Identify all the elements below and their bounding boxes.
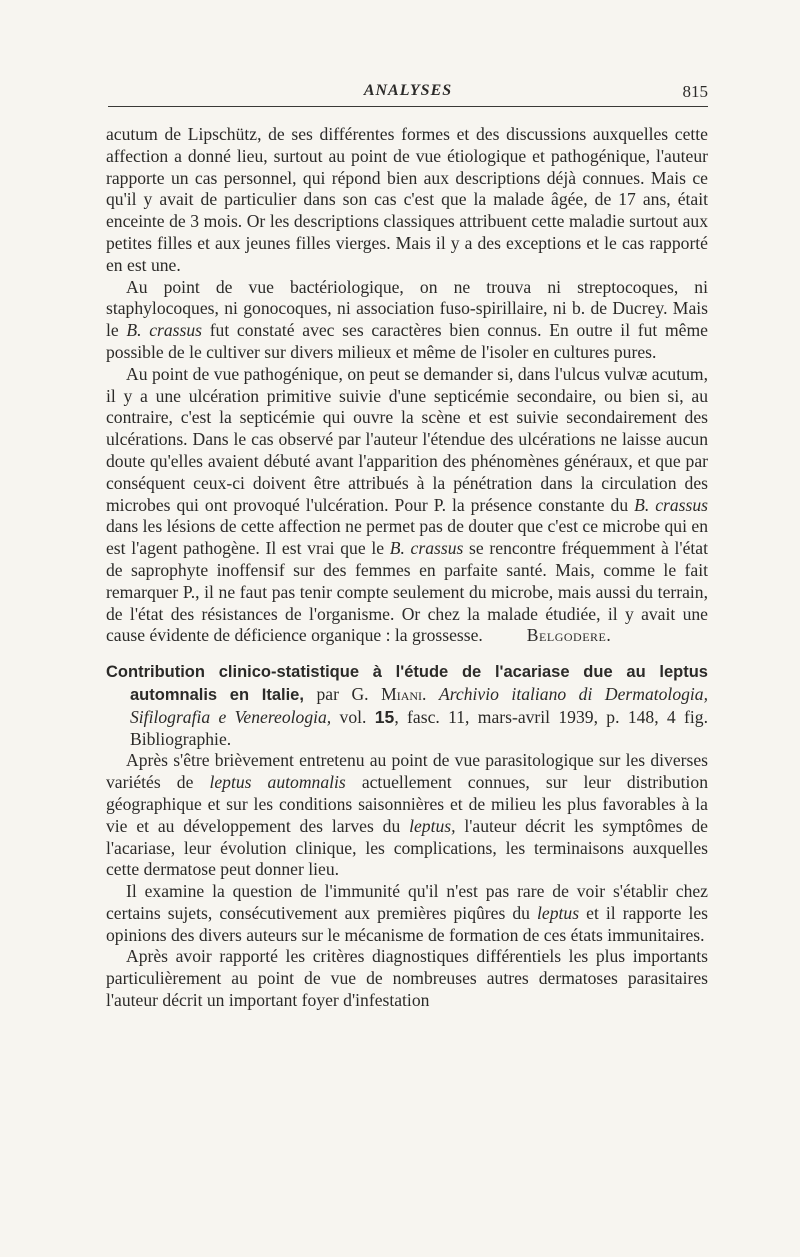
text-run: Après s'être brièvement entretenu au point de vue parasitologique sur les diverses variétés de [106, 750, 708, 793]
page-number: 815 [682, 82, 708, 101]
text-run: par G. [303, 683, 382, 704]
article-heading [106, 661, 708, 750]
text-run: dans les lésions de cette affection ne permet pas de douter que c'est ce microbe qui en est l'agent pathogène. Il est vrai que le [106, 516, 708, 559]
text-run: l'auteur décrit les symptômes de l'acariase, leur évolution clinique, les complications, les terminaisons auxquelles cette dermatose peut donner lieu. [106, 815, 708, 880]
text-run: , fasc. 11, mars-avril 1939, p. 148, 4 fig. Bibliographie. [130, 706, 709, 749]
article-author: Miani. [381, 683, 427, 704]
species-name: B. crassus [634, 494, 708, 515]
text-run: Au point de vue bactériologique, on ne trouva ni streptocoques, ni staphylocoques, ni gonocoques, ni association fuso-spirillaire, ni b. de Ducrey. Mais le [106, 276, 708, 341]
paragraph-2 [106, 277, 708, 364]
body-text [106, 124, 708, 1012]
text-run: fut constaté avec ses caractères bien connus. En outre il fut même possible de le cultiver sur divers milieux et même de l'isoler en cultures pures. [106, 320, 708, 362]
species-name: leptus automnalis [209, 772, 346, 793]
text-run: actuellement connues, sur leur distribution géographique et sur les conditions saisonnières et de milieu les plus favorables à la vie et au développement des larves du [106, 772, 708, 836]
species-name: B. crassus [389, 538, 464, 559]
paragraph-3 [106, 364, 708, 647]
paragraph-6: Après avoir rapporté les critères diagnostiques différentiels les plus importants particulièrement au point de vue de nombreuses autres dermatoses parasitaires l'auteur décrit un important foyer d'infestation [106, 946, 708, 1011]
text-run: vol. [331, 706, 375, 727]
species-name: leptus [537, 902, 580, 923]
running-title: ANALYSES [363, 82, 453, 99]
paragraph-5 [106, 881, 708, 946]
volume-number: 15 [374, 706, 395, 727]
article-title: Contribution clinico-statistique à l'étude de l'acariase due au leptus automnalis en Italie, [106, 663, 708, 704]
journal-name: Archivio italiano di Dermatologia, Sifilografia e Venereologia, [130, 683, 709, 727]
signature: Belgodere. [526, 625, 612, 646]
paragraph-1: acutum de Lipschütz, de ses différentes formes et des discussions auxquelles cette affection a donné lieu, surtout au point de vue étiologique et pathogénique, l'auteur rapporte un cas personnel, qui répond bien aux descriptions déjà connues. Mais ce qu'il y avait de particulier dans son cas c'est que la malade âgée, de 17 ans, était enceinte de 3 mois. Or les descriptions classiques attribuent cette maladie surtout aux petites filles et aux jeunes filles vierges. Mais il y a des exceptions et le cas rapporté en est une. [106, 124, 708, 275]
text-run: et il rapporte les opinions des divers auteurs sur le mécanisme de formation de ces états immunitaires. [106, 902, 708, 945]
page-header [108, 80, 708, 107]
species-name: leptus, [409, 815, 456, 836]
text-run: se rencontre fréquemment à l'état de saprophyte inoffensif sur des femmes en parfaite santé. Mais, comme le fait remarquer P., il ne faut pas tenir compte seulement du microbe, mais aussi du terrain, de l'état des résistances de l'organisme. Or chez la malade étudiée, il y avait une cause évidente de déficience organique : la grossesse. [106, 538, 708, 646]
paragraph-4 [106, 750, 708, 881]
species-name: B. crassus [126, 320, 203, 341]
text-run: Au point de vue pathogénique, on peut se demander si, dans l'ulcus vulvæ acutum, il y a une ulcération primitive suivie d'une septicémie secondaire, ou bien si, au contraire, c'est la septicémie qui ouvre la scène et est suivie secondairement des ulcérations. Dans le cas observé par l'auteur l'étendue des ulcérations ne laisse aucun doute qu'elles avaient débuté avant l'apparition des phénomènes généraux, et que par conséquent ceux-ci doivent être attribués à la pénétration dans la circulation des microbes qui ont provoqué l'ulcération. Pour P. la présence constante du [106, 363, 708, 515]
text-run: Il examine la question de l'immunité qu'il n'est pas rare de voir s'établir chez certains sujets, consécutivement aux premières piqûres du [106, 881, 708, 923]
